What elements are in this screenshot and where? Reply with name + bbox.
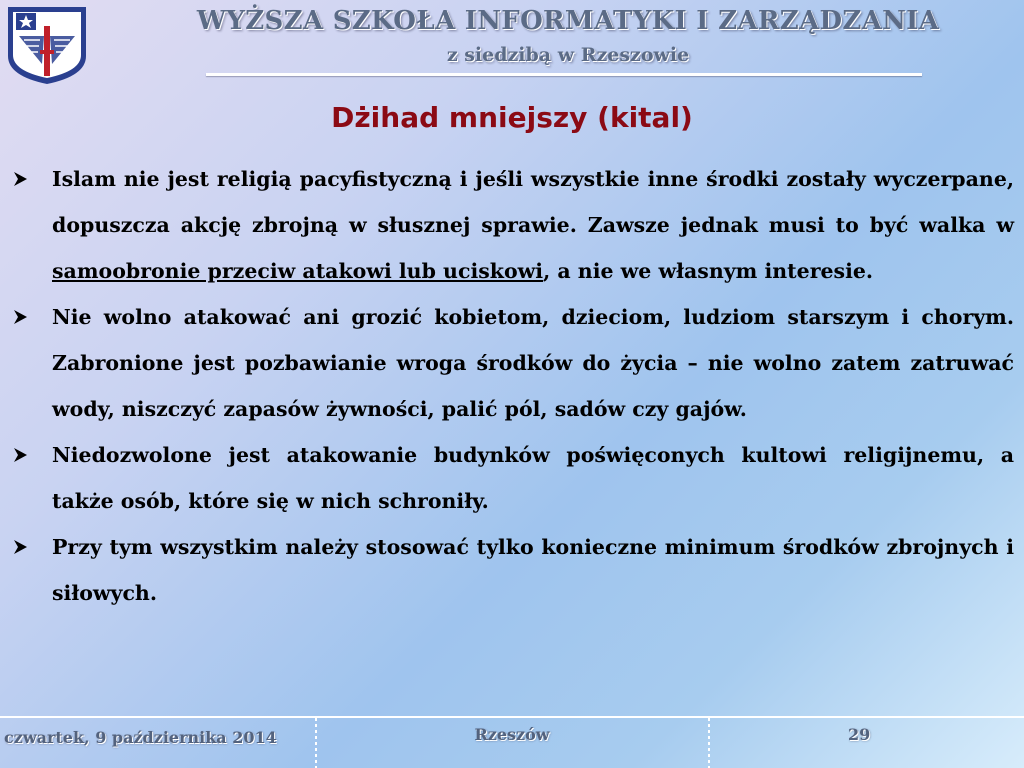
bullet-text: Nie wolno atakować ani grozić kobietom, dzieciom, ludziom starszym i chorym. Zabronione jest pozbawianie wroga środków do życia – nie wolno zatem zatruwać wody, niszczyć zapasów żywności, palić pól, sadów czy gajów.: [52, 305, 1014, 421]
arrow-bullet-icon: [12, 447, 28, 463]
bullet-text: Niedozwolone jest atakowanie budynków poświęconych kultowi religijnemu, a także osób, które się w nich schroniły.: [52, 443, 1014, 513]
page-number: 29: [848, 725, 871, 744]
footer-divider: [0, 716, 1024, 718]
footer-separator: [708, 718, 710, 768]
bullet-item: [12, 432, 1014, 524]
footer-date: czwartek, 9 października 2014: [4, 728, 277, 747]
bullet-item: [12, 524, 1014, 616]
arrow-bullet-icon: [12, 171, 28, 187]
bullet-underlined-text: samoobronie przeciw atakowi lub uciskowi: [52, 259, 544, 283]
bullet-text: Islam nie jest religią pacyfistyczną i jeśli wszystkie inne środki zostały wyczerpane, dopuszcza akcję zbrojną w słusznej sprawie. Zawsze jednak musi to być walka w: [52, 167, 1014, 237]
university-logo-icon: [4, 4, 90, 86]
bullet-text: Przy tym wszystkim należy stosować tylko konieczne minimum środków zbrojnych i siłowych.: [52, 535, 1014, 605]
arrow-bullet-icon: [12, 309, 28, 325]
bullet-list: [12, 156, 1014, 616]
institution-subtitle: z siedzibą w Rzeszowie: [446, 44, 690, 66]
bullet-item: [12, 156, 1014, 294]
arrow-bullet-icon: [12, 539, 28, 555]
bullet-item: [12, 294, 1014, 432]
bullet-text: , a nie we własnym interesie.: [543, 259, 874, 283]
footer-location: Rzeszów: [474, 725, 550, 744]
institution-name: WYŻSZA SZKOŁA INFORMATYKI I ZARZĄDZANIA: [196, 6, 940, 36]
slide-title: Dżihad mniejszy (kital): [331, 101, 693, 134]
header-divider: [206, 73, 922, 76]
